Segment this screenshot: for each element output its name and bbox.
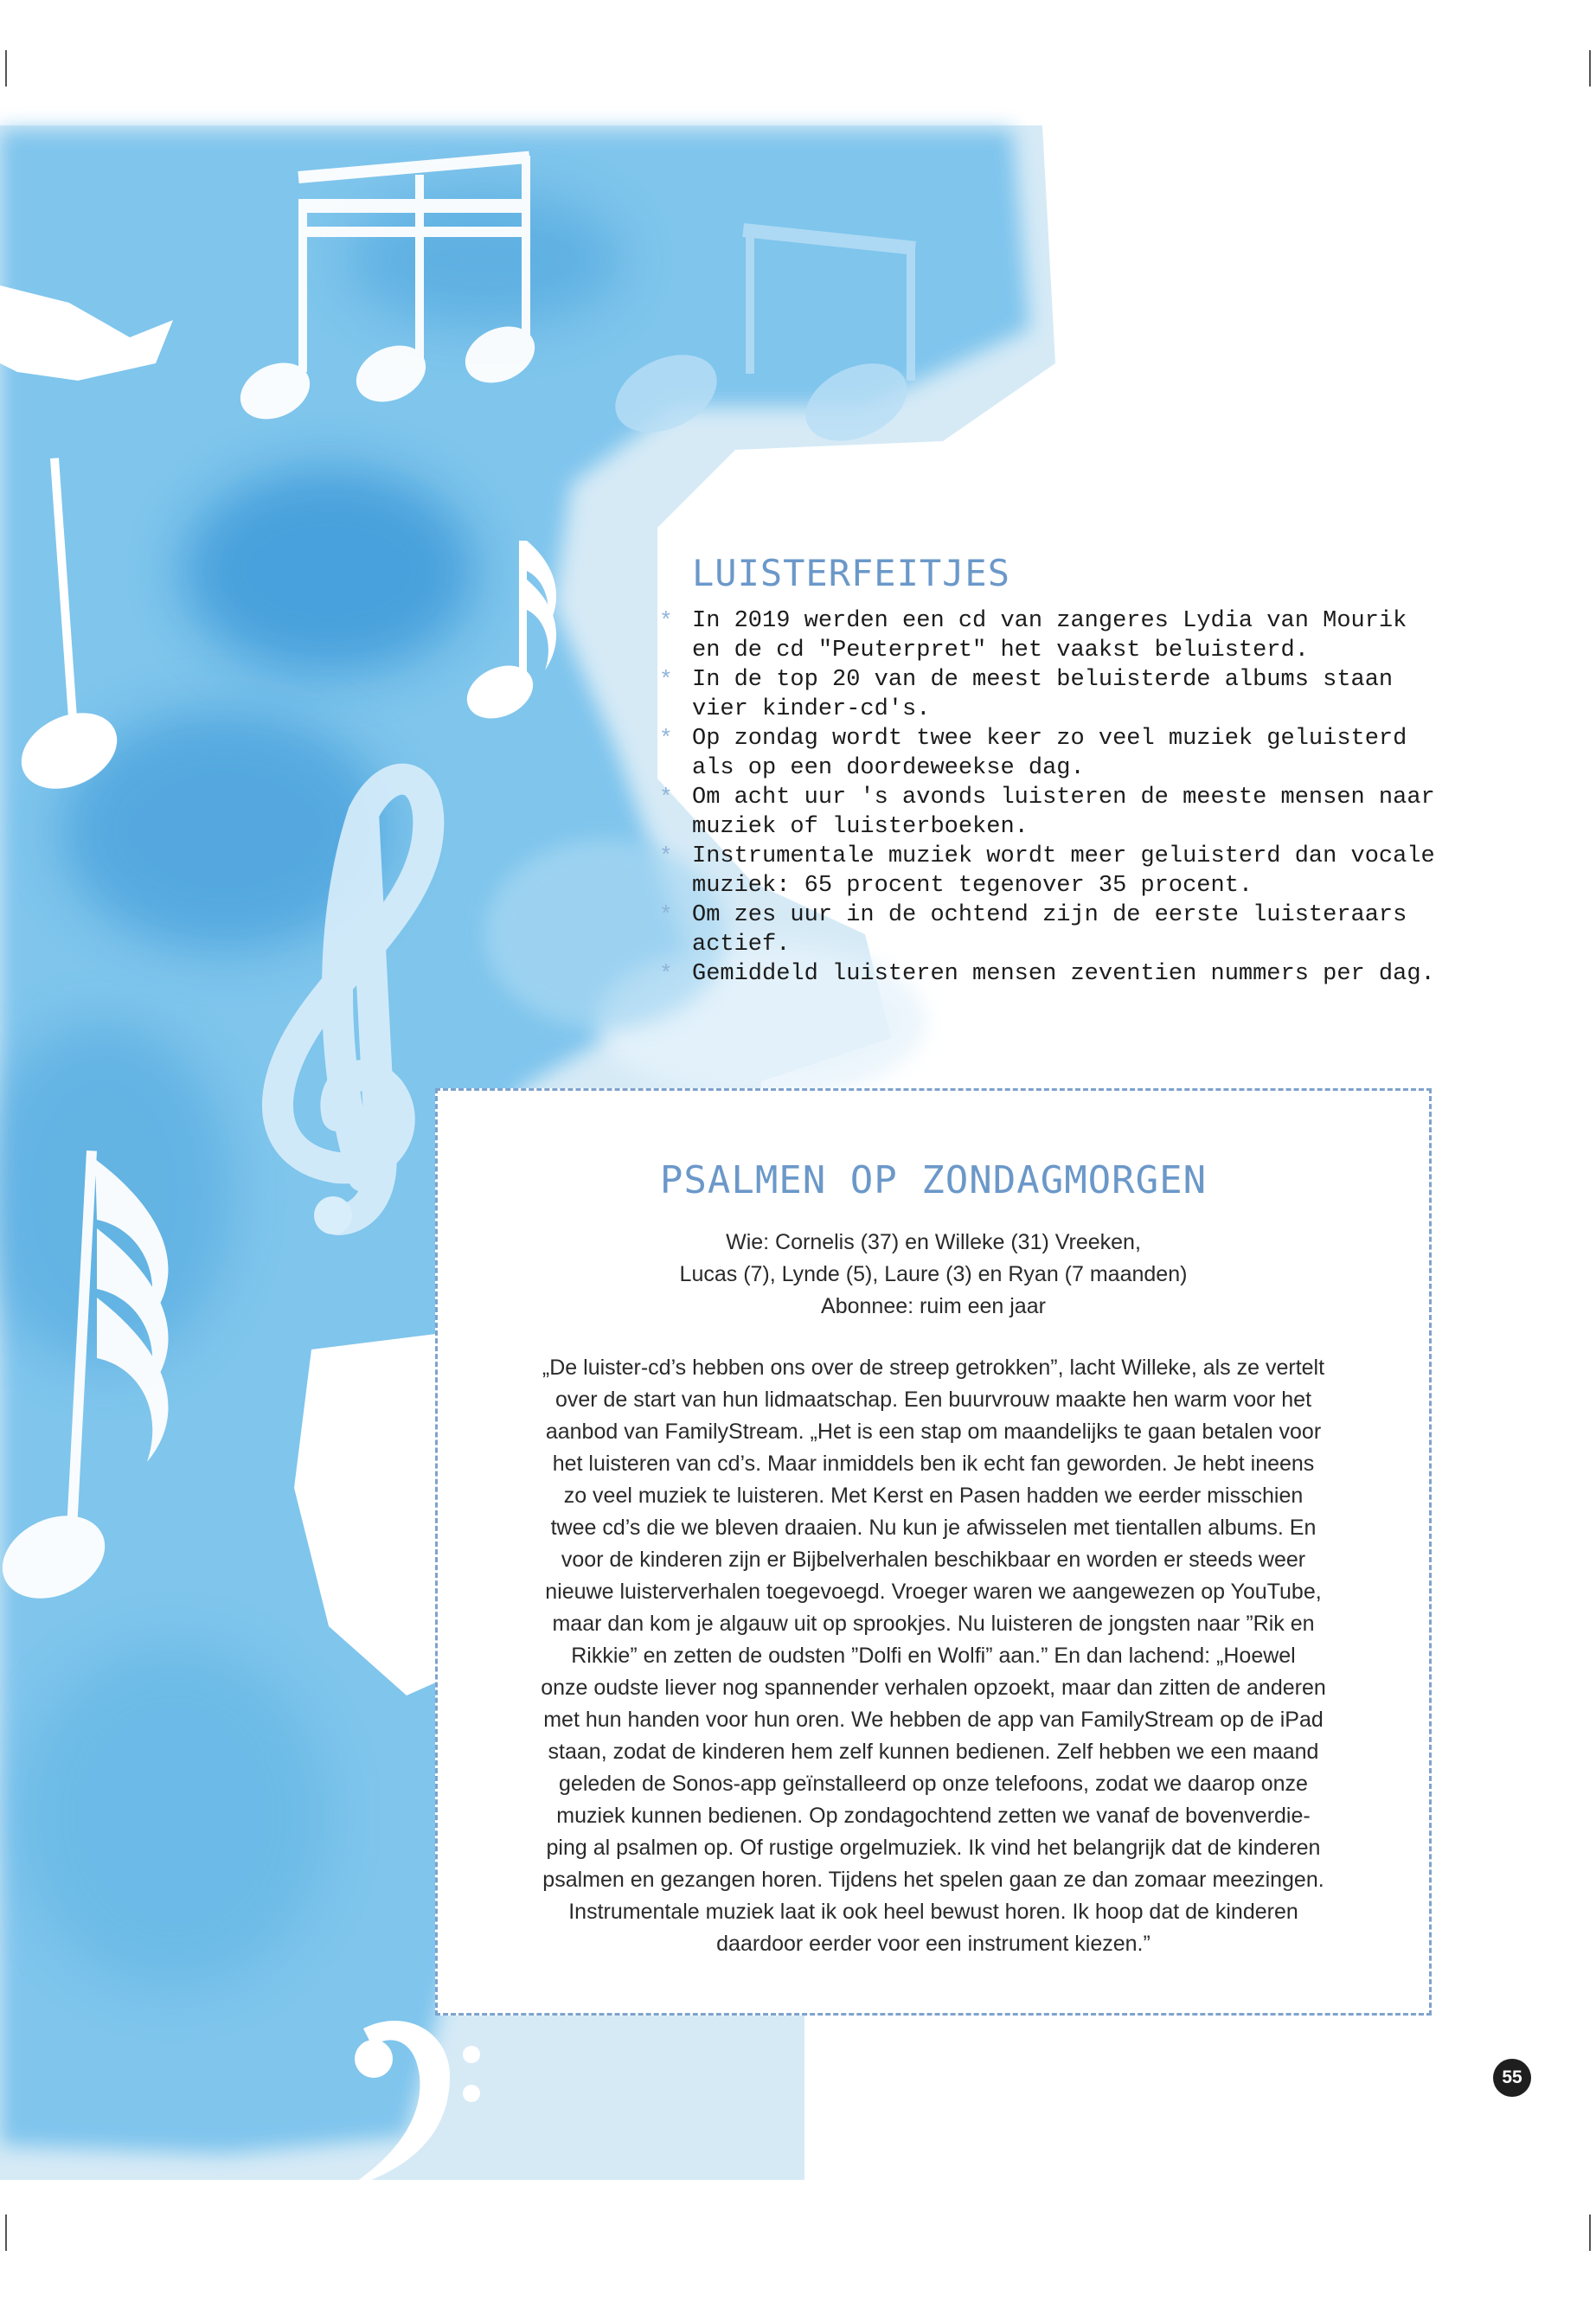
fact-item xyxy=(657,665,1522,724)
article-body-line: daardoor eerder voor een instrument kiezen.” xyxy=(716,1932,1151,1956)
fact-line: als op een doordeweekse dag. xyxy=(692,755,1085,781)
article-body-line: ping al psalmen op. Of rustige orgelmuziek. Ik vind het belangrijk dat de kinderen xyxy=(546,1836,1321,1860)
fact-line: In de top 20 van de meest beluisterde albums staan xyxy=(692,667,1394,693)
page-number: 55 xyxy=(1493,2059,1531,2097)
article-body-line: met hun handen voor hun oren. We hebben de app van FamilyStream op de iPad xyxy=(543,1708,1324,1732)
article-box xyxy=(435,1088,1432,2016)
treble-clef-dot-icon xyxy=(314,1196,352,1234)
fact-line: vier kinder-cd's. xyxy=(692,696,931,722)
watercolor-dark-blotch xyxy=(17,1644,329,1990)
article-body-line: aanbod van FamilyStream. „Het is een stap om maandelijks te gaan betalen voor xyxy=(545,1420,1322,1444)
article-body-line: staan, zodat de kinderen hem zelf kunnen bedienen. Zelf hebben we een maand xyxy=(548,1740,1319,1764)
article-body-line: nieuwe luisterverhalen toegevoegd. Vroeger waren we aangewezen op YouTube, xyxy=(545,1580,1322,1604)
fact-line: Instrumentale muziek wordt meer geluisterd dan vocale xyxy=(692,843,1435,869)
asterisk-bullet-icon: * xyxy=(659,843,673,869)
asterisk-bullet-icon: * xyxy=(659,961,673,987)
facts-title: LUISTERFEITJES xyxy=(692,552,1011,594)
asterisk-bullet-icon: * xyxy=(659,667,673,693)
article-body-line: zo veel muziek te luisteren. Met Kerst en Pasen hadden we eerder misschien xyxy=(563,1484,1304,1508)
fact-item xyxy=(657,783,1522,842)
article-body-line: geleden de Sonos-app geïnstalleerd op onze telefoons, zodat we daarop onze xyxy=(559,1772,1308,1796)
fact-line: Op zondag wordt twee keer zo veel muziek geluisterd xyxy=(692,726,1407,752)
article-body-line: psalmen en gezangen horen. Tijdens het spelen gaan ze dan zomaar meezingen. xyxy=(542,1868,1324,1892)
facts-section xyxy=(657,552,1522,989)
article-body-line: het luisteren van cd’s. Maar inmiddels ben ik echt fan geworden. Je hebt ineens xyxy=(552,1452,1315,1476)
article-title: PSALMEN OP ZONDAGMORGEN xyxy=(659,1158,1208,1202)
article-subscriber-line: Abonnee: ruim een jaar xyxy=(821,1294,1046,1318)
article-body-line: over de start van hun lidmaatschap. Een buurvrouw maakte hen warm voor het xyxy=(554,1388,1312,1412)
fact-item xyxy=(657,959,1522,989)
article-body-line: onze oudste liever nog spannender verhalen opzoekt, maar dan zitten de anderen xyxy=(541,1676,1326,1700)
article-body-line: muziek kunnen bedienen. Op zondagochtend zetten we vanaf de bovenverdie- xyxy=(556,1804,1311,1828)
article-who-line: Wie: Cornelis (37) en Willeke (31) Vreeken, xyxy=(726,1230,1141,1254)
fact-line: en de cd "Peuterpret" het vaakst beluisterd. xyxy=(692,638,1309,663)
article-body-line: Rikkie” en zetten de oudsten ”Dolfi en Wolfi” aan.” En dan lachend: „Hoewel xyxy=(571,1644,1296,1668)
watercolor-dark-blotch xyxy=(182,467,476,675)
fact-item xyxy=(657,606,1522,665)
facts-list xyxy=(657,606,1522,989)
article-body xyxy=(486,1352,1381,1960)
article-body-line: Instrumentale muziek laat ik ook heel bewust horen. Ik hoop dat de kinderen xyxy=(568,1900,1298,1924)
fact-item xyxy=(657,901,1522,959)
asterisk-bullet-icon: * xyxy=(659,902,673,928)
fact-line: Gemiddeld luisteren mensen zeventien nummers per dag. xyxy=(692,961,1435,987)
asterisk-bullet-icon: * xyxy=(659,608,673,634)
fact-line: In 2019 werden een cd van zangeres Lydia van Mourik xyxy=(692,608,1407,634)
article-who-line: Lucas (7), Lynde (5), Laure (3) en Ryan (7 maanden) xyxy=(679,1262,1188,1286)
article-body-line: maar dan kom je algauw uit op sprookjes. Nu luisteren de jongsten naar ”Rik en xyxy=(552,1612,1315,1636)
fact-item xyxy=(657,724,1522,783)
fact-line: actief. xyxy=(692,932,791,958)
fact-line: muziek of luisterboeken. xyxy=(692,814,1029,840)
asterisk-bullet-icon: * xyxy=(659,726,673,752)
article-body-line: voor de kinderen zijn er Bijbelverhalen beschikbaar en worden er steeds weer xyxy=(561,1548,1306,1572)
article-body-line: „De luister-cd’s hebben ons over de streep getrokken”, lacht Willeke, als ze vertelt xyxy=(542,1356,1325,1380)
article-body-line: twee cd’s die we bleven draaien. Nu kun je afwisselen met tientallen albums. En xyxy=(550,1516,1317,1540)
fact-item xyxy=(657,842,1522,901)
asterisk-bullet-icon: * xyxy=(659,785,673,811)
fact-line: Om acht uur 's avonds luisteren de meeste mensen naar xyxy=(692,785,1435,811)
fact-line: Om zes uur in de ochtend zijn de eerste luisteraars xyxy=(692,902,1407,928)
fact-line: muziek: 65 procent tegenover 35 procent. xyxy=(692,873,1253,899)
